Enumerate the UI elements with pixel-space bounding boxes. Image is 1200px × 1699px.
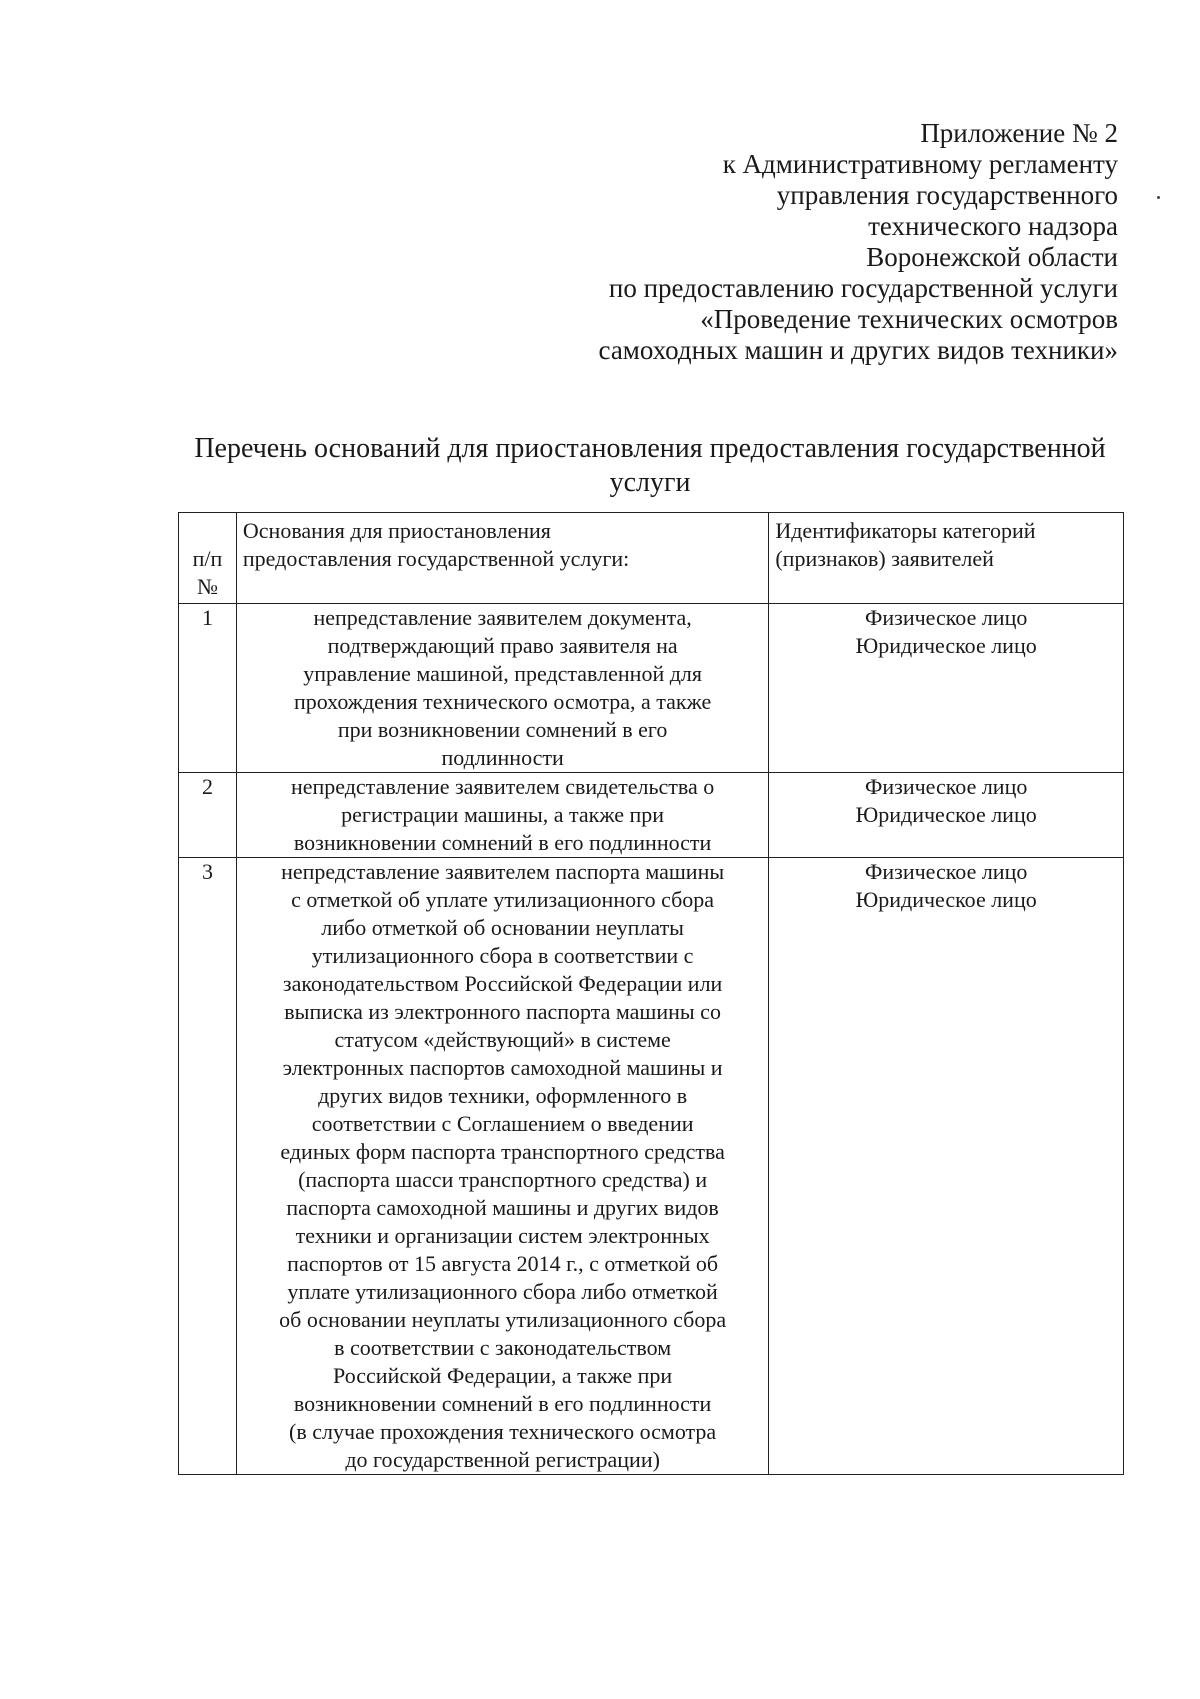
header-grounds-line: предоставления государственной услуги: (242, 546, 630, 571)
grounds-line: управление машиной, представленной для (303, 661, 703, 686)
annex-header-line: технического надзора (868, 211, 1118, 241)
row-grounds (236, 604, 768, 773)
grounds-line: непредставление заявителем документа, (313, 605, 692, 630)
scan-speck (1157, 196, 1160, 199)
grounds-line: уплате утилизационного сбора либо отметкой (287, 1279, 718, 1304)
header-grounds-line: Основания для приостановления (242, 518, 551, 543)
row-applicant-ids (769, 858, 1124, 1475)
header-ids-cell (769, 513, 1124, 604)
table-header-row (179, 513, 1124, 604)
grounds-line: подлинности (441, 745, 564, 770)
grounds-line: Российской Федерации, а также при (333, 1363, 673, 1388)
grounds-line: регистрации машины, а также при (341, 802, 665, 827)
header-ids-line: (признаков) заявителей (775, 546, 994, 571)
annex-header-line: «Проведение технических осмотров (700, 304, 1118, 334)
header-number-cell (179, 513, 237, 604)
row-number: 1 (179, 604, 237, 773)
annex-header-line: Приложение № 2 (920, 118, 1118, 148)
row-applicant-ids (769, 773, 1124, 858)
applicant-id: Юридическое лицо (855, 887, 1037, 912)
header-ids-line: Идентификаторы категорий (775, 518, 1036, 543)
grounds-line: выписка из электронного паспорта машины со (284, 999, 721, 1024)
grounds-line: возникновении сомнений в его подлинности (293, 1391, 712, 1416)
grounds-line: возникновении сомнений в его подлинности (293, 830, 712, 855)
grounds-line: соответствии с Соглашением о введении (311, 1111, 694, 1136)
grounds-line: до государственной регистрации) (345, 1447, 660, 1472)
row-number: 2 (179, 773, 237, 858)
row-number: 3 (179, 858, 237, 1475)
table-row (179, 858, 1124, 1475)
grounds-line: законодательством Российской Федерации или (282, 971, 723, 996)
grounds-line: техники и организации систем электронных (295, 1223, 710, 1248)
applicant-id: Юридическое лицо (855, 633, 1037, 658)
applicant-id: Физическое лицо (864, 859, 1028, 884)
annex-header-line: Воронежской области (866, 242, 1118, 272)
row-grounds (236, 773, 768, 858)
table-header (179, 513, 1124, 604)
grounds-line: об основании неуплаты утилизационного сбора (279, 1307, 727, 1332)
grounds-line: непредставление заявителем свидетельства о (290, 774, 715, 799)
grounds-line: (паспорта шасси транспортного средства) и (298, 1167, 708, 1192)
header-grounds-cell (236, 513, 768, 604)
grounds-line: непредставление заявителем паспорта машины (281, 859, 725, 884)
grounds-line: статусом «действующий» в системе (334, 1027, 671, 1052)
grounds-line: с отметкой об уплате утилизационного сбора (291, 887, 715, 912)
grounds-line: подтверждающий право заявителя на (327, 633, 678, 658)
annex-header-line: по предоставлению государственной услуги (608, 273, 1118, 303)
table-body (179, 604, 1124, 1475)
grounds-line: электронных паспортов самоходной машины и (282, 1055, 723, 1080)
grounds-line: других видов техники, оформленного в (318, 1083, 688, 1108)
grounds-line: паспортов от 15 августа 2014 г., с отметкой об (287, 1251, 719, 1276)
applicant-id: Физическое лицо (864, 774, 1028, 799)
annex-header-line: к Административному регламенту (722, 149, 1118, 179)
grounds-line: прохождения технического осмотра, а также (293, 689, 712, 714)
grounds-line: единых форм паспорта транспортного средства (280, 1139, 725, 1164)
grounds-line: (в случае прохождения технического осмотра (289, 1419, 717, 1444)
header-number-line: п/п (192, 546, 223, 571)
grounds-line: в соответствии с законодательством (334, 1335, 672, 1360)
grounds-line: либо отметкой об основании неуплаты (321, 915, 684, 940)
grounds-line: паспорта самоходной машины и других видов (286, 1195, 719, 1220)
applicant-id: Физическое лицо (864, 605, 1028, 630)
annex-header (498, 118, 1118, 366)
row-grounds (236, 858, 768, 1475)
document-title-line: услуги (609, 467, 691, 498)
table-row (179, 604, 1124, 773)
document-title-line: Перечень оснований для приостановления предоставления государственной (194, 433, 1106, 464)
annex-header-line: самоходных машин и других видов техники» (598, 335, 1118, 365)
header-number-line: № (196, 574, 218, 599)
grounds-table (178, 512, 1124, 1475)
document-title (180, 432, 1120, 500)
annex-header-line: управления государственного (776, 180, 1118, 210)
table-row (179, 773, 1124, 858)
row-applicant-ids (769, 604, 1124, 773)
grounds-line: при возникновении сомнений в его (337, 717, 668, 742)
applicant-id: Юридическое лицо (855, 802, 1037, 827)
grounds-line: утилизационного сбора в соответствии с (311, 943, 694, 968)
